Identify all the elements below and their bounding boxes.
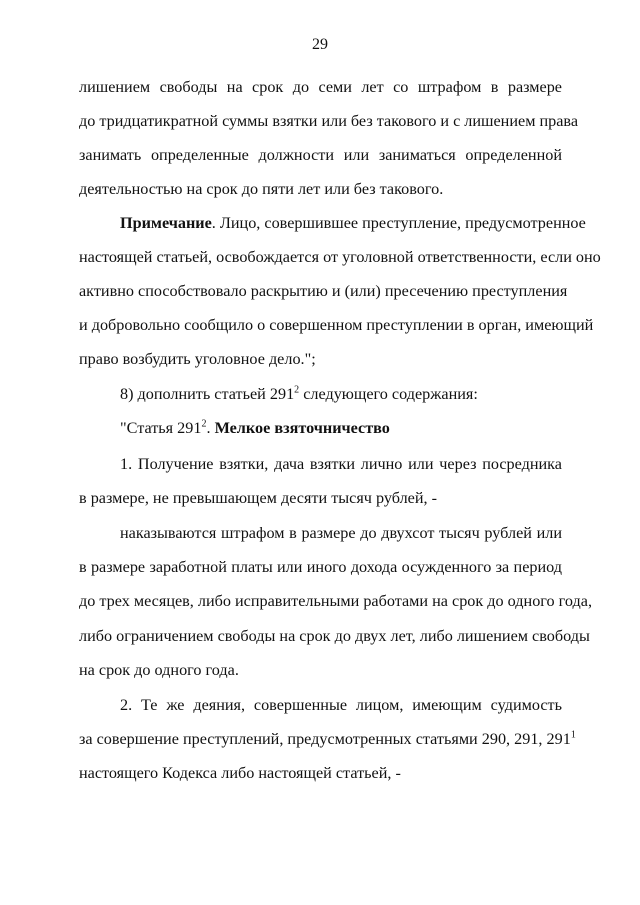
text-line: в размере, не превышающем десяти тысяч рублей, - — [79, 489, 437, 507]
text-line: активно способствовало раскрытию и (или) пресечению преступления — [79, 282, 568, 300]
text-line: 2. Те же деяния, совершенные лицом, имеющим судимость — [120, 696, 562, 714]
text-line: право возбудить уголовное дело."; — [79, 350, 316, 368]
text-line: и добровольно сообщило о совершенном преступлении в орган, имеющий — [79, 316, 594, 334]
text-line: лишением свободы на срок до семи лет со штрафом в размере — [79, 78, 562, 96]
text-line: в размере заработной платы или иного дохода осужденного за период — [79, 558, 562, 576]
article-number: "Статья 291 — [120, 419, 202, 437]
article-heading — [120, 418, 390, 438]
text-line: деятельностью на срок до пяти лет или без такового. — [79, 180, 444, 198]
text-line: либо ограничением свободы на срок до двух лет, либо лишением свободы — [79, 627, 590, 645]
text-line: до тридцатикратной суммы взятки или без такового и с лишением права — [79, 112, 579, 130]
amendment-line — [120, 384, 478, 404]
amendment-text: 8) дополнить статьей 291 — [120, 385, 295, 403]
text-line: до трех месяцев, либо исправительными работами на срок до одного года, — [79, 592, 593, 610]
note-line — [120, 213, 586, 233]
superscript: 1 — [570, 729, 576, 741]
superscript: 2 — [201, 418, 207, 430]
note-heading: Примечание — [120, 214, 212, 232]
text-line: занимать определенные должности или заниматься определенной — [79, 146, 562, 164]
page-number: 29 — [312, 36, 328, 53]
text-line — [79, 729, 576, 749]
text-line: 1. Получение взятки, дача взятки лично или через посредника — [120, 455, 562, 473]
note-text: . Лицо, совершившее преступление, предусмотренное — [211, 214, 586, 232]
article-title: Мелкое взяточничество — [214, 419, 390, 437]
superscript: 2 — [294, 384, 300, 396]
article-separator: . — [206, 419, 215, 437]
text-line: на срок до одного года. — [79, 661, 239, 679]
text-line: наказываются штрафом в размере до двухсот тысяч рублей или — [120, 524, 562, 542]
text-line: настоящего Кодекса либо настоящей статьей, - — [79, 764, 401, 782]
text-line: настоящей статьей, освобождается от уголовной ответственности, если оно — [79, 248, 601, 266]
text-span: за совершение преступлений, предусмотренных статьями 290, 291, 291 — [79, 730, 571, 748]
amendment-text: следующего содержания: — [299, 385, 478, 403]
